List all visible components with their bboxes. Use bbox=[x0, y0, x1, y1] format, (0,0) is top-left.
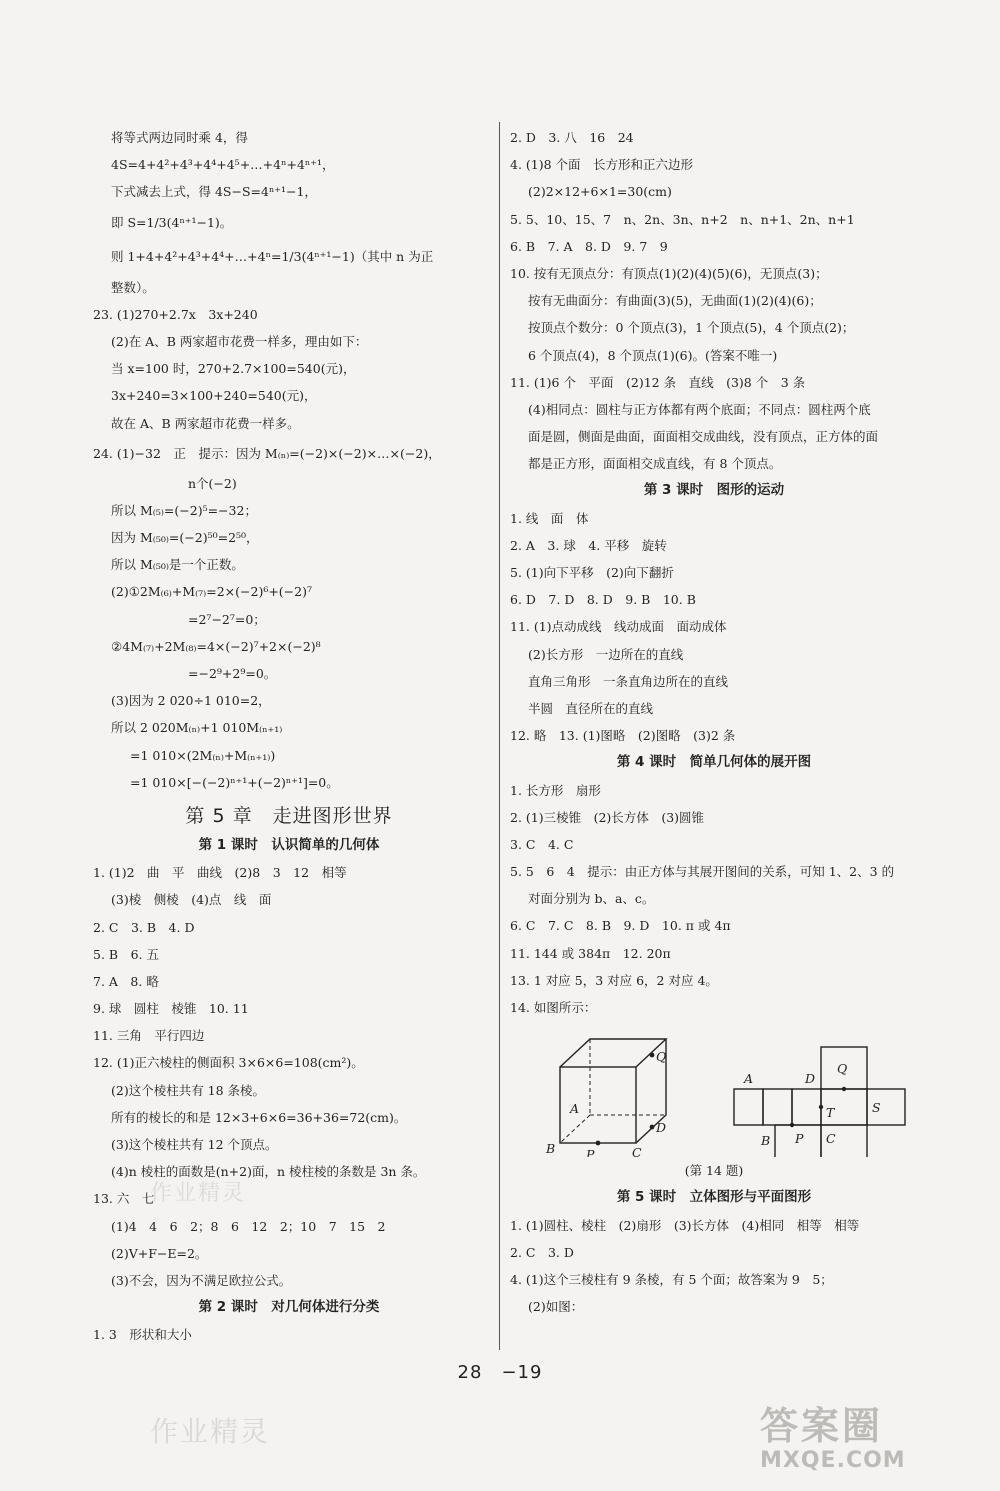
answer-line: 面是圆，侧面是曲面，面面相交成曲线，没有顶点，正方体的面 bbox=[528, 429, 879, 445]
answer-line: (2)在 A、B 两家超市花费一样多，理由如下： bbox=[111, 333, 368, 349]
answer-line: 对面分别为 b、a、c。 bbox=[528, 891, 655, 907]
answer-line: 10. 按有无顶点分：有顶点(1)(2)(4)(5)(6)，无顶点(3)； bbox=[510, 265, 828, 281]
answer-line: 5. 5 6 4 提示：由正方体与其展开图间的关系，可知 1、2、3 的 bbox=[510, 864, 895, 880]
answer-line: 12. (1)正六棱柱的侧面积 3×6×6=108(cm²)。 bbox=[93, 1055, 364, 1071]
cube-label-c: C bbox=[632, 1145, 642, 1158]
answer-line: (2)①2M₍₆₎+M₍₇₎=2×(−2)⁶+(−2)⁷ bbox=[111, 584, 312, 600]
figure-14 bbox=[510, 1025, 918, 1157]
section-heading: 第 1 课时 认识简单的几何体 bbox=[198, 836, 380, 853]
answer-line: 则 1+4+4²+4³+4⁴+…+4ⁿ=1/3(4ⁿ⁺¹−1)（其中 n 为正 bbox=[111, 248, 434, 264]
answer-line: 故在 A、B 两家超市花费一样多。 bbox=[111, 415, 300, 431]
answer-line: 6. C 7. C 8. B 9. D 10. π 或 4π bbox=[510, 918, 731, 934]
answer-line: (3)棱 侧棱 (4)点 线 面 bbox=[111, 892, 272, 908]
section-heading: 第 5 课时 立体图形与平面图形 bbox=[616, 1189, 812, 1206]
answer-line: 所以 M₍₅₀₎是一个正数。 bbox=[111, 557, 244, 573]
cube-top-face bbox=[560, 1039, 666, 1067]
answer-line: (4)相同点：圆柱与正方体都有两个底面；不同点：圆柱两个底 bbox=[528, 401, 871, 417]
cube-and-net-diagram bbox=[510, 1025, 918, 1157]
answer-line: 11. 三角 平行四边 bbox=[93, 1028, 205, 1044]
section-heading: 第 2 课时 对几何体进行分类 bbox=[198, 1299, 380, 1316]
answer-line: 23. (1)270+2.7x 3x+240 bbox=[93, 306, 258, 322]
net-label-q: Q bbox=[837, 1061, 848, 1077]
cube-label-b: B bbox=[546, 1141, 556, 1157]
answer-line: 2. C 3. B 4. D bbox=[93, 919, 195, 935]
net-label-a: A bbox=[744, 1071, 754, 1087]
right-column bbox=[510, 124, 918, 1320]
answer-line: 11. 144 或 384π 12. 20π bbox=[510, 945, 671, 961]
answer-line: =2⁷−2⁷=0； bbox=[188, 611, 266, 627]
answer-line: =−2⁹+2⁹=0。 bbox=[188, 666, 277, 681]
answer-line: 即 S=1/3(4ⁿ⁺¹−1)。 bbox=[111, 214, 233, 230]
answer-line: 7. A 8. 略 bbox=[93, 973, 159, 989]
net-label-b: B bbox=[761, 1133, 771, 1149]
answer-line: (4)n 棱柱的面数是(n+2)面，n 棱柱棱的条数是 3n 条。 bbox=[111, 1164, 426, 1180]
answer-line: 2. D 3. 八 16 24 bbox=[510, 130, 634, 145]
answer-line: 1. 线 面 体 bbox=[510, 510, 589, 526]
answer-line: 按有无曲面分：有曲面(3)(5)，无曲面(1)(2)(4)(6)； bbox=[528, 293, 822, 309]
watermark-text-bottom: 作业精灵 bbox=[150, 1415, 271, 1448]
answer-line: 9. 球 圆柱 棱锥 10. 11 bbox=[93, 1001, 249, 1017]
answer-line: (2)如图： bbox=[528, 1299, 584, 1315]
answer-line: =1 010×[−(−2)ⁿ⁺¹+(−2)ⁿ⁺¹]=0。 bbox=[130, 774, 339, 790]
net-label-s: S bbox=[872, 1100, 881, 1116]
answer-line: (3)不会，因为不满足欧拉公式。 bbox=[111, 1272, 292, 1288]
answer-line: n个(−2) bbox=[188, 475, 237, 491]
answer-line: 3. C 4. C bbox=[510, 836, 574, 852]
left-column bbox=[93, 124, 485, 1349]
answer-line: 5. 5、10、15、7 n、2n、3n、n+2 n、n+1、2n、n+1 bbox=[510, 211, 855, 227]
answer-line: (3)因为 2 020÷1 010=2， bbox=[111, 693, 271, 709]
answer-line: 整数）。 bbox=[111, 279, 155, 295]
column-divider bbox=[499, 122, 500, 1350]
answer-line: 12. 略 13. (1)图略 (2)图略 (3)2 条 bbox=[510, 728, 736, 744]
answer-line: 2. C 3. D bbox=[510, 1244, 574, 1260]
cube-label-a: A bbox=[570, 1101, 580, 1117]
answer-line: (1)4 4 6 2；8 6 12 2；10 7 15 2 bbox=[111, 1218, 386, 1234]
right-column-top bbox=[510, 124, 918, 1021]
answer-line: 所以 M₍₅₎=(−2)⁵=−32； bbox=[111, 502, 257, 518]
answer-line: 1. (1)2 曲 平 曲线 (2)8 3 12 相等 bbox=[93, 865, 347, 881]
logo-domain: MXQE.COM bbox=[760, 1448, 906, 1473]
answer-line: (2)V+F−E=2。 bbox=[111, 1245, 208, 1261]
answer-line: 将等式两边同时乘 4，得 bbox=[111, 130, 248, 145]
answer-line: 按顶点个数分：0 个顶点(3)，1 个顶点(5)，4 个顶点(2)； bbox=[528, 320, 855, 336]
answer-line: 下式减去上式，得 4S−S=4ⁿ⁺¹−1， bbox=[111, 184, 317, 200]
cube-label-d: D bbox=[656, 1120, 667, 1136]
answer-line: 因为 M₍₅₀₎=(−2)⁵⁰=2⁵⁰， bbox=[111, 530, 259, 546]
answer-line: 11. (1)点动成线 线动成面 面动成体 bbox=[510, 619, 727, 635]
answer-line: 6. D 7. D 8. D 9. B 10. B bbox=[510, 592, 696, 608]
answer-line: ②4M₍₇₎+2M₍₈₎=4×(−2)⁷+2×(−2)⁸ bbox=[111, 638, 321, 654]
answer-line: (3)这个棱柱共有 12 个顶点。 bbox=[111, 1137, 278, 1152]
answer-line: 所有的棱长的和是 12×3+6×6=36+36=72(cm)。 bbox=[111, 1109, 407, 1125]
answer-line: 1. (1)圆柱、棱柱 (2)扇形 (3)长方体 (4)相同 相等 相等 bbox=[510, 1217, 860, 1233]
figure-caption: (第 14 题) bbox=[684, 1163, 744, 1179]
answer-line: 所以 2 020M₍ₙ₎+1 010M₍ₙ₊₁₎ bbox=[111, 720, 283, 736]
answer-line: 5. B 6. 五 bbox=[93, 946, 159, 962]
page-number: 28 −19 bbox=[457, 1362, 543, 1383]
answer-line: 4. (1)8 个面 长方形和正六边形 bbox=[510, 157, 694, 173]
logo-chinese: 答案圈 bbox=[760, 1404, 884, 1448]
answer-line: (2)长方形 一边所在的直线 bbox=[528, 646, 684, 662]
net-label-t: T bbox=[826, 1105, 835, 1121]
answer-line: 24. (1)−32 正 提示：因为 M₍ₙ₎=(−2)×(−2)×…×(−2)， bbox=[93, 445, 441, 461]
site-logo bbox=[760, 1395, 990, 1485]
answer-line: 半圆 直径所在的直线 bbox=[528, 700, 654, 716]
answer-line: 1. 3 形状和大小 bbox=[93, 1327, 192, 1343]
answer-line: 13. 1 对应 5，3 对应 6，2 对应 4。 bbox=[510, 972, 718, 988]
answer-line: 14. 如图所示： bbox=[510, 1000, 597, 1015]
answer-line: 3x+240=3×100+240=540(元)， bbox=[111, 388, 317, 404]
answer-line: 13. 六 七 bbox=[93, 1191, 155, 1207]
answer-line: 都是正方形，面面相交成直线，有 8 个顶点。 bbox=[528, 456, 782, 472]
answer-line: 2. (1)三棱锥 (2)长方体 (3)圆锥 bbox=[510, 809, 705, 825]
section-heading: 第 4 课时 简单几何体的展开图 bbox=[616, 754, 812, 771]
answer-line: (2)2×12+6×1=30(cm) bbox=[528, 184, 672, 200]
answer-line: 5. (1)向下平移 (2)向下翻折 bbox=[510, 565, 674, 580]
answer-line: 6. B 7. A 8. D 9. 7 9 bbox=[510, 238, 668, 254]
chapter-title: 第 5 章 走进图形世界 bbox=[185, 804, 393, 827]
answer-line: =1 010×(2M₍ₙ₎+M₍ₙ₊₁₎) bbox=[130, 747, 276, 763]
answer-line: 6 个顶点(4)，8 个顶点(1)(6)。(答案不唯一) bbox=[528, 347, 778, 363]
answer-line: 当 x=100 时，270+2.7×100=540(元)， bbox=[111, 361, 356, 377]
net-label-c: C bbox=[826, 1131, 836, 1147]
answer-line: 11. (1)6 个 平面 (2)12 条 直线 (3)8 个 3 条 bbox=[510, 374, 806, 390]
answer-line: 直角三角形 一条直角边所在的直线 bbox=[528, 673, 729, 689]
cube-label-q: Q bbox=[656, 1049, 667, 1065]
answer-line: 4S=4+4²+4³+4⁴+4⁵+…+4ⁿ+4ⁿ⁺¹， bbox=[111, 157, 335, 173]
cube-label-p: P bbox=[586, 1147, 595, 1158]
answer-line: 1. 长方形 扇形 bbox=[510, 782, 601, 798]
answer-line: 4. (1)这个三棱柱有 9 条棱，有 5 个面；故答案为 9 5； bbox=[510, 1271, 833, 1287]
watermark-text: 作业精灵 bbox=[150, 1181, 247, 1206]
answer-line: 2. A 3. 球 4. 平移 旋转 bbox=[510, 537, 667, 553]
section-heading: 第 3 课时 图形的运动 bbox=[643, 482, 785, 499]
answer-line: (2)这个棱柱共有 18 条棱。 bbox=[111, 1082, 266, 1098]
net-label-d: D bbox=[805, 1071, 816, 1087]
net-label-p: P bbox=[795, 1131, 804, 1147]
right-column-bottom bbox=[510, 1184, 918, 1320]
